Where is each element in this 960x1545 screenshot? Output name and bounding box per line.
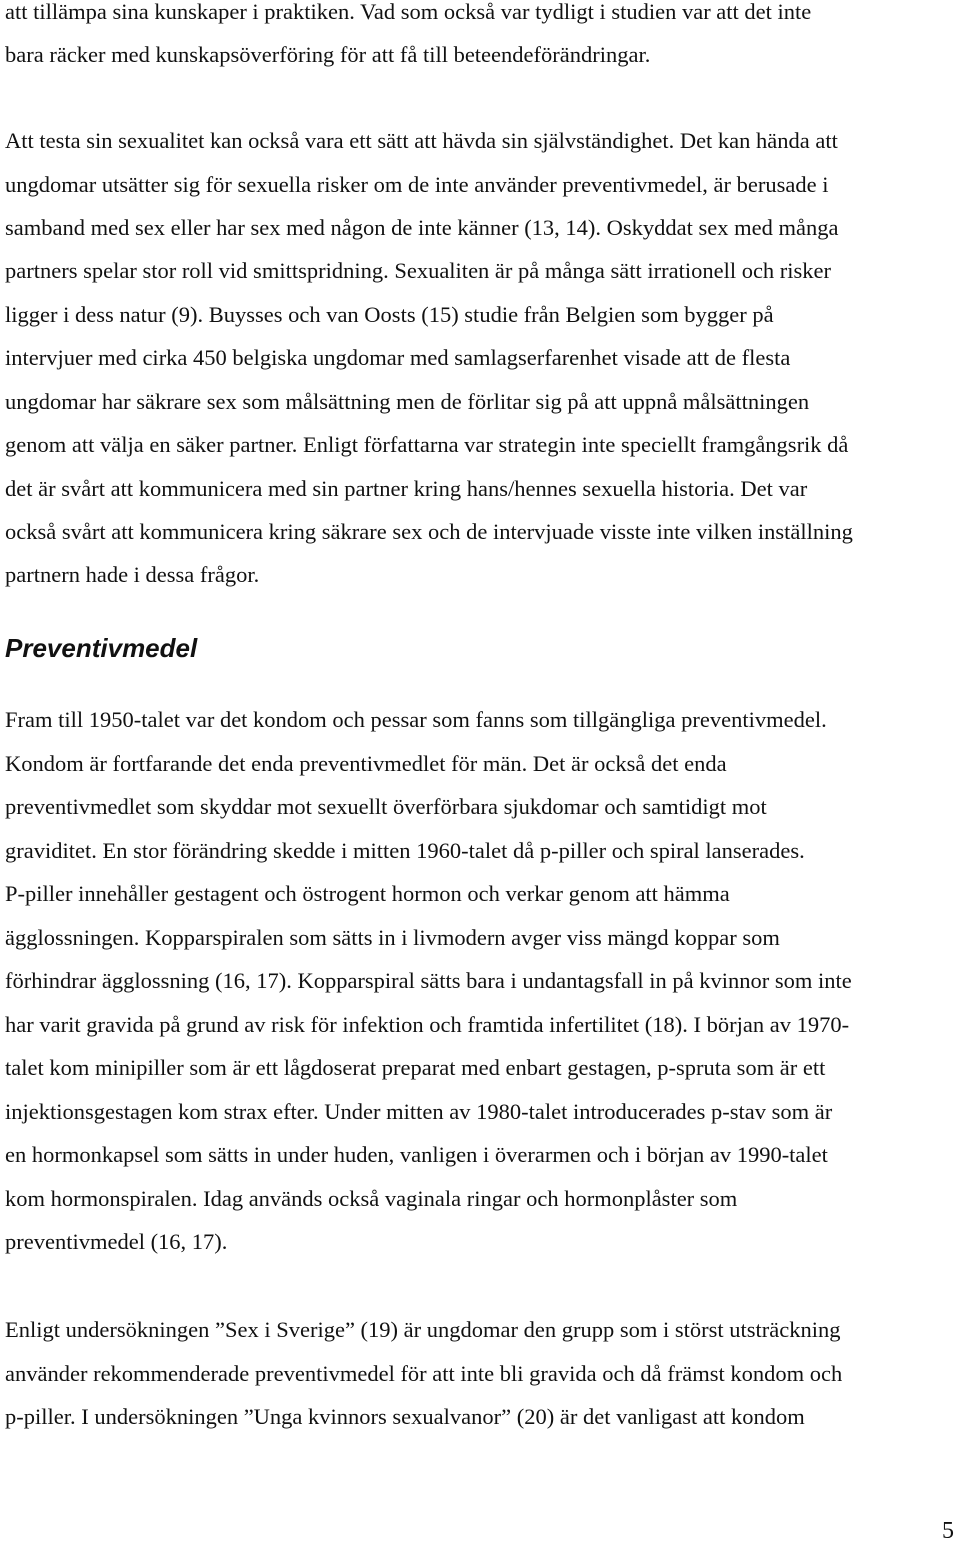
text-line: Enligt undersökningen ”Sex i Sverige” (19) är ungdomar den grupp som i störst utsträckning xyxy=(5,1317,841,1342)
section-heading: Preventivmedel xyxy=(5,633,198,663)
text-line: preventivmedlet som skyddar mot sexuellt överförbara sjukdomar och samtidigt mot xyxy=(5,794,767,819)
text-line: talet kom minipiller som är ett lågdoserat preparat med enbart gestagen, p-spruta som är ett xyxy=(5,1055,826,1080)
text-line: Kondom är fortfarande det enda preventivmedlet för män. Det är också det enda xyxy=(5,751,727,776)
page-number: 5 xyxy=(942,1518,954,1544)
text-line: använder rekommenderade preventivmedel för att inte bli gravida och då främst kondom och xyxy=(5,1361,843,1386)
text-line: att tillämpa sina kunskaper i praktiken. Vad som också var tydligt i studien var att det inte xyxy=(5,0,812,24)
text-line: p-piller. I undersökningen ”Unga kvinnors sexualvanor” (20) är det vanligast att kondom xyxy=(5,1404,805,1429)
text-line: det är svårt att kommunicera med sin partner kring hans/hennes sexuella historia. Det var xyxy=(5,476,808,501)
text-line: ungdomar utsätter sig för sexuella risker om de inte använder preventivmedel, är berusade i xyxy=(5,172,829,197)
text-line: kom hormonspiralen. Idag används också vaginala ringar och hormonplåster som xyxy=(5,1186,738,1211)
text-line: ligger i dess natur (9). Buysses och van Oosts (15) studie från Belgien som bygger på xyxy=(5,302,774,327)
text-line: samband med sex eller har sex med någon de inte känner (13, 14). Oskyddat sex med många xyxy=(5,215,839,240)
text-line: partnern hade i dessa frågor. xyxy=(5,562,260,587)
text-line: bara räcker med kunskapsöverföring för att få till beteendeförändringar. xyxy=(5,42,651,67)
text-line: graviditet. En stor förändring skedde i mitten 1960-talet då p-piller och spiral lanserades. xyxy=(5,838,805,863)
text-line: Fram till 1950-talet var det kondom och pessar som fanns som tillgängliga preventivmedel. xyxy=(5,707,827,732)
text-line: intervjuer med cirka 450 belgiska ungdomar med samlagserfarenhet visade att de flesta xyxy=(5,345,791,370)
text-line: injektionsgestagen kom strax efter. Under mitten av 1980-talet introducerades p-stav som är xyxy=(5,1099,833,1124)
text-line: genom att välja en säker partner. Enligt författarna var strategin inte speciellt framgångsrik då xyxy=(5,432,849,457)
text-line: preventivmedel (16, 17). xyxy=(5,1229,228,1254)
text-line: partners spelar stor roll vid smittspridning. Sexualiten är på många sätt irrationell och risker xyxy=(5,258,832,283)
text-line: också svårt att kommunicera kring säkrare sex och de intervjuade visste inte vilken inställning xyxy=(5,519,853,544)
text-line: en hormonkapsel som sätts in under huden, vanligen i överarmen och i början av 1990-talet xyxy=(5,1142,828,1167)
text-line: ägglossningen. Kopparspiralen som sätts in i livmodern avger viss mängd koppar som xyxy=(5,925,780,950)
text-line: förhindrar ägglossning (16, 17). Kopparspiral sätts bara i undantagsfall in på kvinnor som inte xyxy=(5,968,852,993)
text-line: P-piller innehåller gestagent och östrogent hormon och verkar genom att hämma xyxy=(5,881,730,906)
text-line: har varit gravida på grund av risk för infektion och framtida infertilitet (18). I början av 1970- xyxy=(5,1012,850,1037)
text-line: Att testa sin sexualitet kan också vara ett sätt att hävda sin självständighet. Det kan hända att xyxy=(5,128,838,153)
text-line: ungdomar har säkrare sex som målsättning men de förlitar sig på att uppnå målsättningen xyxy=(5,389,810,414)
